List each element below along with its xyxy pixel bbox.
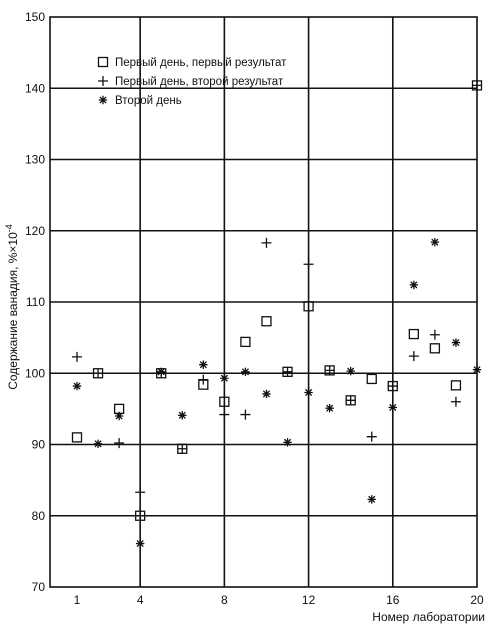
data-point-square [73, 433, 82, 442]
x-axis-title: Номер лаборатории [372, 610, 485, 624]
data-point-asterisk [304, 388, 312, 396]
data-point-asterisk [473, 365, 481, 373]
data-point-plus [388, 381, 398, 391]
data-point-asterisk [368, 495, 376, 503]
data-point-asterisk [241, 368, 249, 376]
data-point-asterisk [220, 374, 228, 382]
x-tick-label: 16 [386, 593, 400, 607]
data-point-square [451, 381, 460, 390]
data-point-plus [346, 395, 356, 405]
legend-marker-square [99, 58, 108, 67]
data-point-plus [409, 351, 419, 361]
y-tick-label: 150 [24, 10, 45, 24]
data-point-square [241, 337, 250, 346]
data-point-asterisk [94, 440, 102, 448]
x-tick-label: 1 [73, 593, 81, 607]
data-point-asterisk [157, 368, 165, 376]
legend-label: Первый день, первый результат [115, 57, 287, 69]
data-point-plus [240, 410, 250, 420]
legend-label: Второй день [115, 95, 182, 107]
y-tick-label: 110 [25, 295, 45, 309]
data-point-plus [304, 259, 314, 269]
data-point-asterisk [136, 539, 144, 547]
data-point-plus [114, 438, 124, 448]
data-point-plus [283, 367, 293, 377]
data-point-plus [93, 368, 103, 378]
x-tick-label: 12 [301, 593, 316, 607]
y-tick-label: 100 [24, 366, 45, 381]
data-point-plus [261, 238, 271, 248]
y-tick-label: 70 [31, 580, 45, 594]
data-point-asterisk [283, 438, 291, 446]
x-tick-label: 20 [470, 593, 484, 607]
data-point-plus [198, 375, 208, 385]
data-point-asterisk [346, 367, 354, 375]
legend [98, 57, 287, 107]
data-point-plus [451, 397, 461, 407]
x-tick-label: 4 [136, 593, 144, 607]
data-point-asterisk [199, 361, 207, 369]
legend-label: Первый день, второй результат [115, 76, 284, 88]
x-tick-label: 8 [221, 593, 228, 607]
y-tick-label: 120 [24, 223, 45, 238]
data-point-asterisk [389, 403, 397, 411]
data-point-square [367, 374, 376, 383]
data-point-plus [219, 410, 229, 420]
y-tick-label: 80 [31, 508, 45, 523]
data-point-asterisk [431, 238, 439, 246]
data-point-plus [430, 330, 440, 340]
tick-labels [25, 10, 484, 607]
data-point-square [409, 330, 418, 339]
data-points [72, 80, 482, 547]
y-axis-title: Содержание ванадия, $\%\times 10^{-4}$ [4, 224, 20, 390]
data-point-plus [72, 352, 82, 362]
data-point-asterisk [178, 411, 186, 419]
data-point-square [262, 317, 271, 326]
legend-marker-plus [98, 76, 108, 86]
data-point-asterisk [325, 404, 333, 412]
legend-marker-asterisk [99, 96, 107, 104]
y-tick-label: 90 [31, 437, 45, 452]
data-point-asterisk [262, 390, 270, 398]
data-point-asterisk [410, 281, 418, 289]
data-point-asterisk [115, 412, 123, 420]
data-point-square [430, 344, 439, 353]
data-point-asterisk [452, 338, 460, 346]
y-tick-label: 130 [24, 152, 45, 167]
data-point-plus [367, 432, 377, 442]
data-point-asterisk [73, 382, 81, 390]
data-point-plus [135, 487, 145, 497]
y-tick-label: 140 [24, 81, 45, 96]
